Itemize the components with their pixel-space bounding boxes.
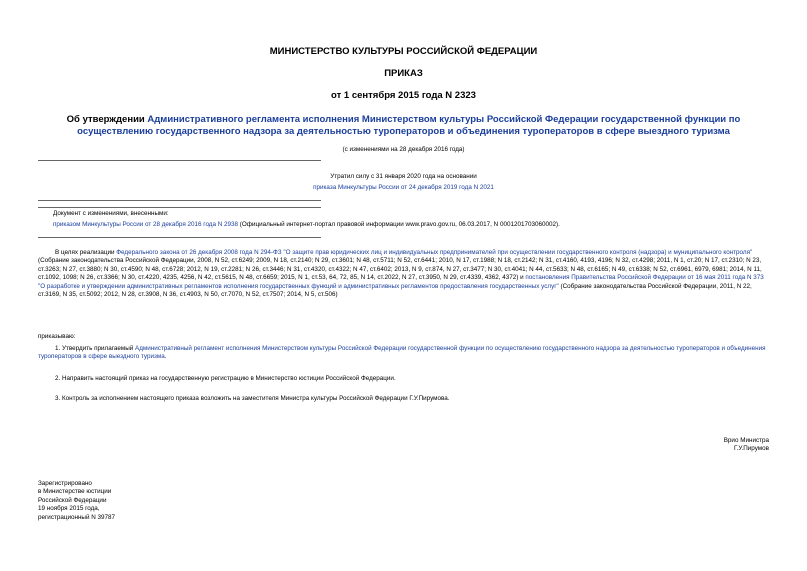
amendment-note: (с изменениями на 28 декабря 2016 года)	[342, 146, 465, 153]
signatory-name: Г.У.Пирумов	[733, 445, 769, 453]
separator-line	[38, 160, 321, 161]
signature-block	[724, 437, 769, 454]
title-prefix: Об утверждении	[66, 114, 148, 125]
item-text: .	[164, 353, 167, 361]
amending-order-link[interactable]: приказом Минкультуры России от 28 декабря 2016 года N 2938	[53, 221, 239, 228]
order-word: приказываю:	[38, 333, 76, 340]
federal-law-link[interactable]: Федерального закона от 26 декабря 2008 года N 294-ФЗ "О защите прав юридических лиц и индивидуальных предпринимателей при осуществлении государственного контроля (надзора) и муниципального контроля"	[116, 249, 753, 256]
preamble-text: (Собрание законодательства Российской Федерации, 2011, N 22, ст.3169, N 35, ст.5092; 2012, N 28, ст.3908, N 36, ст.4903, N 50, ст.7070, N 52, ст.7507; 2014, N 5, ст.506)	[38, 282, 752, 299]
repeal-order-link[interactable]: приказа Минкультуры России от 24 декабря 2019 года N 2021	[313, 184, 494, 191]
order-item-1	[38, 345, 772, 362]
title-regulation-link[interactable]: Административного регламента исполнения Министерством культуры Российской Федерации государственной функции по осуществлению государственного надзора за деятельностью туроператоров и объединения туроператоров в сфере выездного туризма	[77, 114, 741, 137]
registration-line: Зарегистрировано	[38, 480, 92, 487]
registration-line: в Министерстве юстиции	[38, 488, 112, 496]
separator-line	[38, 207, 321, 208]
order-item-2: 2. Направить настоящий приказ на государственную регистрацию в Министерство юстиции Российской Федерации.	[55, 375, 396, 382]
document-title	[60, 114, 747, 138]
separator-line	[38, 200, 321, 201]
preamble-paragraph	[38, 249, 772, 299]
registration-line: регистрационный N 39787	[38, 513, 116, 521]
signatory-role: Врио Министра	[723, 437, 769, 444]
regulation-link[interactable]: Административный регламент исполнения Министерством культуры Российской Федерации государственной функции по осуществлению государственного надзора за деятельностью туроператоров и объединения туроператоров в сфере выездного туризма	[38, 345, 766, 361]
government-resolution-link[interactable]: постановления Правительства Российской Федерации от 16 мая 2011 года N 373 "О разработке и утверждении административных регламентов исполнения государственных функций и административных регламентов предоставления государственных услуг"	[38, 274, 764, 290]
ministry-heading: МИНИСТЕРСТВО КУЛЬТУРЫ РОССИЙСКОЙ ФЕДЕРАЦИИ	[269, 46, 538, 57]
separator-line	[38, 237, 321, 238]
preamble-text: В целях реализации	[55, 249, 117, 256]
changes-source: (Официальный интернет-портал правовой информации www.pravo.gov.ru, 06.03.2017, N 0001201703060002).	[238, 221, 560, 228]
item-text: 1. Утвердить прилагаемый	[55, 345, 136, 352]
preamble-text: (Собрание законодательства Российской Федерации, 2008, N 52, ст.6249; 2009, N 18, ст.2140; N 29, ст.3601; N 48, ст.5711; N 52, ст.6441; 2010, N 17, ст.1988; N 18, ст.2142; N 31, ст.4160, 4193, 4196; N 32, ст.4298; 2011, N 1, ст.20; N 17, ст.2310; N 23, ст.3263; N 27, ст.3880; N 30, ст.4590; N 48, ст.6728; 2012, N 19, ст.2281; N 26, ст.3446; N 31, ст.4320, ст.4322; N 47, ст.6402; 2013, N 9, ст.874, N 27, ст.3477; N 30, ст.4041; N 44, ст.5633; N 48, ст.6165; N 49, ст.6338; N 52, ст.6961, 6979, 6981; 2014, N 11, ст.1092, 1098; N 26, ст.3366; N 30, ст.4220, 4235, 4256, N 42, ст.5615, N 48, ст.6659; 2015, N 1, ст.53, 64, 72, 85, N 14, ст.2022, N 27, ст.3950, N 29, ст.4339, 4362, 4372) и	[38, 257, 762, 282]
changes-list	[53, 221, 773, 229]
order-item-3: 3. Контроль за исполнением настоящего приказа возложить на заместителя Министра культуры Российской Федерации Г.У.Пирумова.	[55, 395, 450, 402]
registration-block	[38, 480, 115, 522]
doc-type-heading: ПРИКАЗ	[384, 68, 423, 79]
registration-line: 19 ноября 2015 года,	[38, 505, 100, 513]
registration-line: Российской Федерации	[38, 496, 107, 504]
doc-date-number: от 1 сентября 2015 года N 2323	[331, 90, 476, 101]
status-line: Утратил силу с 31 января 2020 года на основании	[330, 173, 477, 180]
changes-label: Документ с изменениями, внесенными:	[53, 210, 169, 217]
